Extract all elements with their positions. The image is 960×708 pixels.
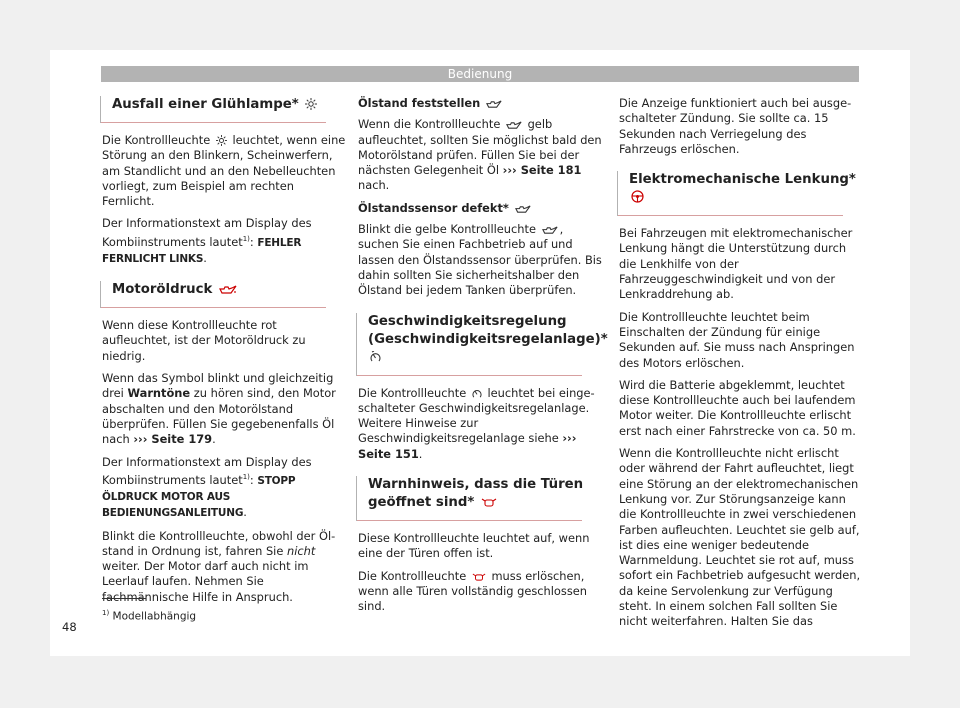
page-link[interactable]: ››› Seite 151 [358, 431, 577, 461]
heading-text: Warnhinweis, dass die Türen geöffnet sind* [368, 477, 584, 511]
heading-text: Geschwindigkeitsregelung (Geschwindigkeitsregelanlage)* [368, 313, 608, 347]
paragraph: Der Informationstext am Display des Kombiinstruments lautet$^{1)}$: FEHLER FERNLICHT LINKS. [102, 216, 312, 265]
display-message: STOPP ÖLDRUCK MOTOR AUS BEDIENUNGSANLEITUNG [102, 474, 296, 520]
paragraph: Die Anzeige funktioniert auch bei ausgeschalteter Zündung. Sie sollte ca. 15 Sekunden nach Verriegelung des Fahrzeugs erlöschen. [619, 96, 852, 156]
footnote-divider [102, 598, 146, 599]
paragraph: Diese Kontrollleuchte leuchtet auf, wenn eine der Türen offen ist. [358, 531, 590, 561]
paragraph: Die Kontrollleuchte leuchtet, wenn eine Störung an den Blinkern, Scheinwerfern, am Standlicht und an den Nebelleuchten vorliegt, zum Beispiel am rechten Fernlicht. [102, 133, 346, 209]
heading-text: Motoröldruck [112, 282, 213, 298]
paragraph: Wenn das Symbol blinkt und gleichzeitig drei Warntöne zu hören sind, den Motor abschalten und den Motorölstand überprüfen. Füllen Sie gegebenenfalls Öl nach ››› Seite 179. [102, 371, 336, 447]
column-3 [619, 96, 861, 637]
speedometer-icon [370, 351, 381, 363]
column-2 [358, 96, 608, 622]
oil-can-icon [486, 100, 502, 109]
heading-bulb-failure [100, 96, 346, 123]
footnote [102, 609, 196, 623]
page-number: 48 [62, 620, 77, 634]
bulb-sun-icon [305, 98, 317, 110]
oil-can-icon [542, 226, 558, 235]
speedometer-icon [472, 388, 482, 399]
paragraph: Der Informationstext am Display des Kombiinstruments lautet$^{1)}$: STOPP ÖLDRUCK MOTOR AUS BEDIENUNGSANLEITUNG. [102, 454, 312, 520]
paragraph: Die Kontrollleuchte muss erlöschen, wenn alle Türen vollständig geschlossen sind. [358, 568, 587, 614]
heading-steering [617, 171, 861, 216]
open-door-car-icon [481, 498, 497, 508]
paragraph: Blinkt die Kontrollleuchte, obwohl der Ölstand in Ordnung ist, fahren Sie nicht weiter. Der Motor darf auch nicht im Leerlauf laufen. Nehmen Sie fachmännische Hilfe in Anspruch. [102, 528, 336, 604]
paragraph: Die Kontrollleuchte leuchtet bei eingeschalteter Geschwindigkeitsregelanlage. Weitere Hinweise zur Geschwindigkeitsregelanlage siehe ››› Seite 151. [358, 385, 595, 461]
footnote-mark: 1) [102, 609, 110, 617]
page-link[interactable]: ››› Seite 179 [133, 432, 213, 447]
column-1 [102, 96, 346, 612]
paragraph: Blinkt die gelbe Kontrollleuchte , suchen Sie einen Fachbetrieb auf und lassen den Ölstandssensor überprüfen. Bis dahin sollten Sie sicherheitshalber den Ölstand bei jedem Tanken überprüfen. [358, 222, 602, 298]
oil-can-icon [506, 121, 522, 130]
paragraph: Wenn die Kontrollleuchte gelb aufleuchtet, sollten Sie möglichst bald den Motorölstand prüfen. Füllen Sie bei der nächsten Gelegenheit Öl ››› Seite 181 nach. [358, 117, 602, 193]
page-link[interactable]: ››› Seite 181 [502, 163, 582, 178]
footnote-text: Modellabhängig [112, 610, 197, 623]
paragraph: Wenn diese Kontrollleuchte rot aufleuchtet, ist der Motoröldruck zu niedrig. [102, 318, 306, 363]
heading-oil-pressure [100, 281, 346, 308]
oil-can-icon [219, 285, 237, 295]
open-door-car-icon [472, 573, 486, 582]
subheading-oil-level: Ölstand feststellen [358, 96, 602, 111]
section-header: Bedienung [101, 66, 859, 82]
heading-cruise-control [356, 313, 608, 376]
heading-doors-open [356, 476, 602, 521]
oil-can-icon [515, 205, 531, 214]
paragraph: Wenn die Kontrollleuchte nicht erlischt oder während der Fahrt aufleuchtet, liegt eine Störung an der elektromechanischen Lenkung vor. Zur Störungsanzeige kann die Kontrollleuchte in zwei verschiedenen Farben aufleuchten. Leuchtet sie gelb auf, ist dies eine weniger bedeutende Warnmeldung. Leuchtet sie rot auf, muss sofort ein Fachbetrieb aufgesucht werden, da keine Servolenkung zur Verfügung steht. In einem solchen Fall sollten Sie nicht weiterfahren. Halten Sie das [619, 446, 861, 629]
paragraph: Die Kontrollleuchte leuchtet beim Einschalten der Zündung für einige Sekunden auf. Sie muss nach Anspringen des Motors erlöschen. [619, 309, 855, 370]
paragraph: Wird die Batterie abgeklemmt, leuchtet diese Kontrollleuchte auch bei laufendem Motor weiter. Die Kontrollleuchte erlischt erst nach einer Fahrstrecke von ca. 50 m. [619, 377, 856, 438]
display-message: FEHLER FERNLICHT LINKS [102, 236, 302, 265]
heading-text: Ausfall einer Glühlampe* [112, 97, 299, 112]
paragraph: Bei Fahrzeugen mit elektromechanischer Lenkung hängt die Unterstützung durch die Lenkhilfe von der Fahrzeuggeschwindigkeit und von der Lenkraddrehung ab. [619, 226, 853, 302]
heading-text: Elektromechanische Lenkung* [629, 172, 856, 188]
steering-wheel-icon [631, 190, 644, 203]
subheading-oil-sensor: Ölstandssensor defekt* [358, 201, 602, 216]
bulb-sun-icon [216, 135, 227, 146]
